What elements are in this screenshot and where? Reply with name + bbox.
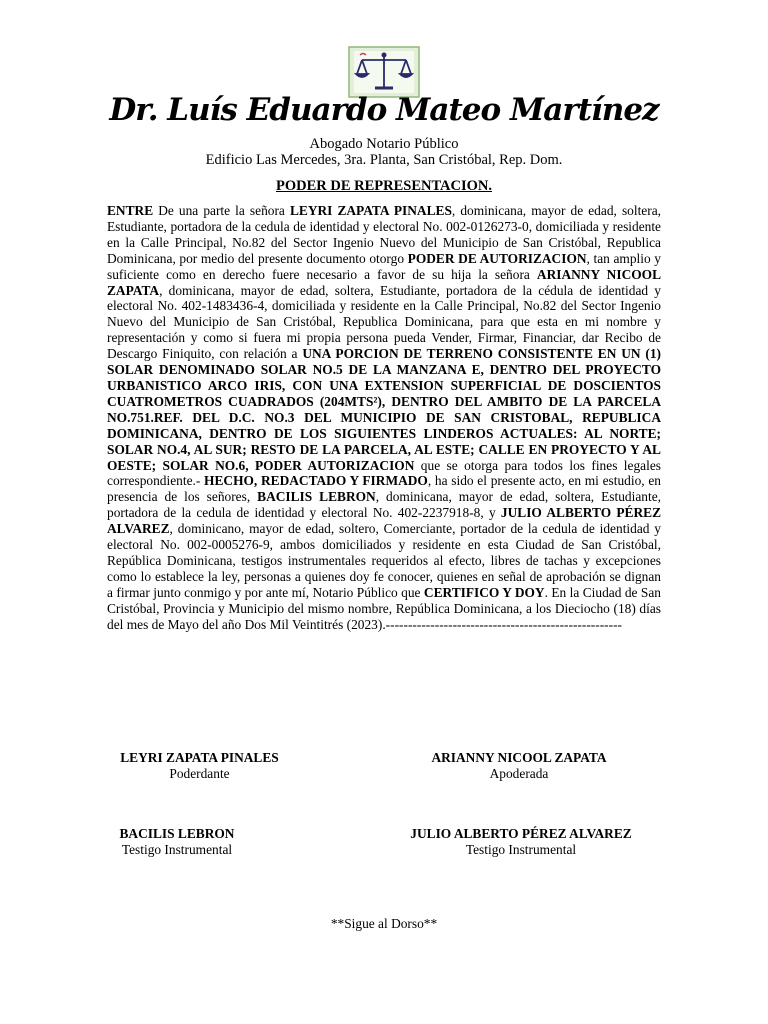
- continued-overleaf-note: **Sigue al Dorso**: [330, 916, 438, 931]
- bold-text-run: UNA PORCION DE TERRENO CONSISTENTE EN UN (1) SOLAR DENOMINADO SOLAR NO.5 DE LA MANZANA E, DENTRO DEL PROYECTO URBANISTICO ARCO IRIS, CON UNA EXTENSION SUPERFICIAL DE DOSCIENTOS CUATROMETROS CUADRADOS (204MTS²), DENTRO DEL AMBITO DE LA PARCELA NO.751.REF. DEL D.C. NO.3 DEL MUNICIPIO DE SAN CRISTOBAL, REPUBLICA DOMINICANA, DENTRO DE LOS SIGUIENTES LINDEROS ACTUALES: AL NORTE; SOLAR NO.4, AL SUR; RESTO DE LA PARCELA, AL ESTE; CALLE EN PROYECTO Y AL OESTE; SOLAR NO.6, PODER AUTORIZACION: [107, 346, 661, 473]
- signature-block-grantor: [107, 750, 292, 782]
- text-run: , dominicana, mayor de edad, soltera, Estudiante, portadora de la cédula de identidad y electoral No. 402-1483436-4, domiciliada y residente en la Calle Principal, No.82 del Sector Ingenio Nuevo del Municipio de San Cristóbal, Republica Dominicana, para que esta en mi nombre y representación y como si fuera mi propia persona pueda Vender, Firmar, Financiar, dar Recibo de Descargo Finiquito, con relación a: [107, 282, 661, 362]
- signer-name: ARIANNY NICOOL ZAPATA: [431, 750, 607, 765]
- text-run: , tan amplio y suficiente como en derecho fuere necesario a favor de su hija la señora: [107, 250, 661, 282]
- signature-block-witness-2: [378, 826, 664, 858]
- text-run: , ha sido el presente acto, en mi estudio, en presencia de los señores,: [107, 473, 661, 505]
- signature-block-attorney: [405, 750, 633, 782]
- bold-text-run: PODER DE AUTORIZACION: [407, 250, 587, 266]
- text-run: . En la Ciudad de San Cristóbal, Provincia y Municipio del mismo nombre, República Dominicana, a los Dieciocho (18) días del mes de Mayo del año Dos Mil Veintitrés (2023).-----------------------------------------------------: [107, 584, 662, 632]
- text-run: , dominicano, mayor de edad, soltero, Comerciante, portador de la cedula de identidad y electoral No. 002-0005276-9, ambos domiciliados y residente en esta Ciudad de San Cristóbal, República Dominicana, testigos instrumentales requeridos al efecto, libres de tachas y excepciones como lo establece la ley, personas a quienes doy fe conocer, quienes en señal de aprobación se dignan a firmar junto conmigo y por ante mí, Notario Público que: [107, 521, 661, 600]
- signer-role: Poderdante: [169, 766, 230, 781]
- office-address: Edificio Las Mercedes, 3ra. Planta, San Cristóbal, Rep. Dom.: [205, 152, 563, 168]
- signer-role: Testigo Instrumental: [121, 842, 233, 857]
- text-run: De una parte la señora: [153, 203, 290, 218]
- signature-block-witness-1: [107, 826, 247, 858]
- text-run: , dominicana, mayor de edad, soltera, Estudiante, portadora de la cedula de identidad y electoral No. 402-2237918-8, y: [107, 489, 661, 521]
- signer-role: Testigo Instrumental: [465, 842, 577, 857]
- profession: Abogado Notario Público: [309, 136, 459, 152]
- text-run: que se otorga para todos los fines legales correspondiente.-: [107, 457, 661, 489]
- scales-of-justice-icon: [348, 46, 420, 98]
- bold-text-run: ENTRE: [107, 203, 154, 218]
- document-body: [107, 203, 661, 632]
- bold-text-run: HECHO, REDACTADO Y FIRMADO: [204, 473, 428, 489]
- signer-name: JULIO ALBERTO PÉREZ ALVAREZ: [410, 826, 632, 841]
- bold-text-run: JULIO ALBERTO PÉREZ ALVAREZ: [107, 505, 662, 537]
- signer-name: LEYRI ZAPATA PINALES: [120, 750, 279, 765]
- signer-name: BACILIS LEBRON: [119, 826, 235, 841]
- bold-text-run: CERTIFICO Y DOY: [423, 584, 545, 600]
- bold-text-run: LEYRI ZAPATA PINALES: [289, 203, 452, 218]
- bold-text-run: ARIANNY NICOOL ZAPATA: [107, 266, 662, 298]
- lawyer-name: Dr. Luís Eduardo Mateo Martínez: [109, 92, 659, 128]
- text-run: , dominicana, mayor de edad, soltera, Estudiante, portadora de la cedula de identidad y electoral No. 002-0126273-0, domiciliada y residente en la Calle Principal, No.82 del Sector Ingenio Nuevo del Municipio de San Cristóbal, Republica Dominicana, por medio del presente documento otorgo: [107, 203, 661, 266]
- document-title: PODER DE REPRESENTACION.: [275, 178, 493, 194]
- signer-role: Apoderada: [489, 766, 549, 781]
- bold-text-run: BACILIS LEBRON: [257, 489, 376, 505]
